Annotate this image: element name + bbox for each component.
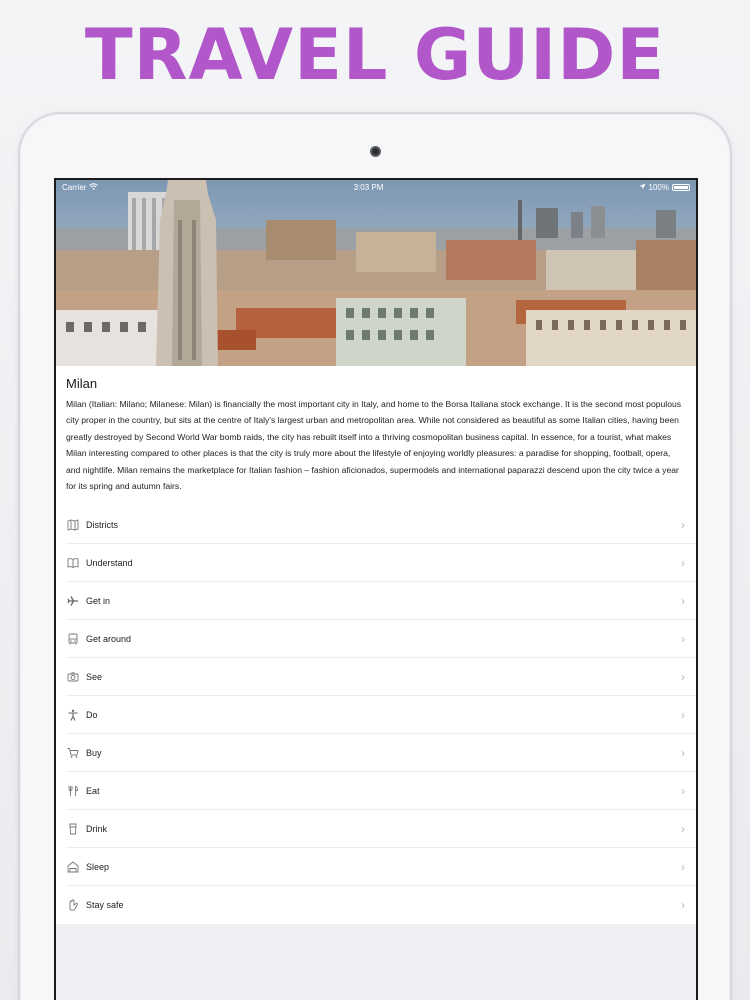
menu-item-get-in[interactable] — [56, 582, 696, 620]
book-icon — [66, 556, 80, 570]
chevron-right-icon: › — [681, 784, 685, 798]
chevron-right-icon: › — [681, 708, 685, 722]
chevron-right-icon: › — [681, 898, 685, 912]
battery-percent: 100% — [648, 182, 669, 192]
menu-item-label: Drink — [86, 824, 108, 834]
menu-item-label: Do — [86, 710, 98, 720]
battery-icon — [672, 184, 690, 191]
menu-item-drink[interactable] — [56, 810, 696, 848]
menu-item-label: Stay safe — [86, 900, 124, 910]
chevron-right-icon: › — [681, 556, 685, 570]
city-title: Milan — [66, 376, 98, 391]
menu-item-label: Eat — [86, 786, 100, 796]
chevron-right-icon: › — [681, 670, 685, 684]
city-description: Milan (Italian: Milano; Milanese: Milan) is financially the most important city in Italy, and home to the Borsa Italiana stock exchange. It is the second most populous city proper in the country, but sits at the centre of Italy's largest urban and metropolitan area. While not considered as beautiful as some Italian cities, having been greatly destroyed by Second World War bomb raids, the city has rebuilt itself into a thriving cosmopolitan business capital. In essence, for a tourist, what makes Milan interesting compared to other places is that the city is truly more about the lifestyle of enjoying worldly pleasures: a paradise for shopping, football, opera, and nightlife. Milan remains the marketplace for Italian fashion – fashion aficionados, supermodels and international paparazzi descend upon the city twice a year for its spring and autumn fairs. — [66, 399, 682, 492]
chevron-right-icon: › — [681, 746, 685, 760]
person-icon — [66, 708, 80, 722]
chevron-right-icon: › — [681, 822, 685, 836]
city-skyline-image — [56, 180, 696, 366]
menu-item-buy[interactable] — [56, 734, 696, 772]
map-icon — [66, 518, 80, 532]
guide-menu — [56, 506, 696, 924]
glass-icon — [66, 822, 80, 836]
status-bar — [56, 180, 696, 194]
chevron-right-icon: › — [681, 594, 685, 608]
bed-icon — [66, 860, 80, 874]
menu-item-label: Get around — [86, 634, 132, 644]
menu-item-label: See — [86, 672, 103, 682]
menu-item-see[interactable] — [56, 658, 696, 696]
menu-item-get-around[interactable] — [56, 620, 696, 658]
menu-item-districts[interactable] — [56, 506, 696, 544]
chevron-right-icon: › — [681, 518, 685, 532]
location-arrow-icon — [639, 183, 646, 192]
banner-title: TRAVEL GUIDE — [84, 14, 666, 96]
menu-item-label: Buy — [86, 748, 102, 758]
app-screen — [54, 178, 698, 1000]
menu-item-label: Sleep — [86, 862, 110, 872]
front-camera — [370, 146, 381, 157]
menu-item-label: Districts — [86, 520, 118, 530]
status-time: 3:03 PM — [353, 182, 384, 192]
menu-item-understand[interactable] — [56, 544, 696, 582]
city-content — [56, 366, 696, 924]
cart-icon — [66, 746, 80, 760]
chevron-right-icon: › — [681, 860, 685, 874]
menu-item-stay-safe[interactable] — [56, 886, 696, 924]
menu-item-eat[interactable] — [56, 772, 696, 810]
menu-item-label: Understand — [86, 558, 133, 568]
menu-item-label: Get in — [86, 596, 111, 606]
chevron-right-icon: › — [681, 632, 685, 646]
wifi-icon — [89, 183, 98, 192]
menu-item-sleep[interactable] — [56, 848, 696, 886]
city-photo — [56, 180, 696, 366]
airplane-icon — [66, 594, 80, 608]
menu-item-do[interactable] — [56, 696, 696, 734]
hand-icon — [66, 898, 80, 912]
ipad-frame — [18, 112, 732, 1000]
camera-icon — [66, 670, 80, 684]
fork-knife-icon — [66, 784, 80, 798]
bus-icon — [66, 632, 80, 646]
carrier-label: Carrier — [62, 182, 87, 192]
